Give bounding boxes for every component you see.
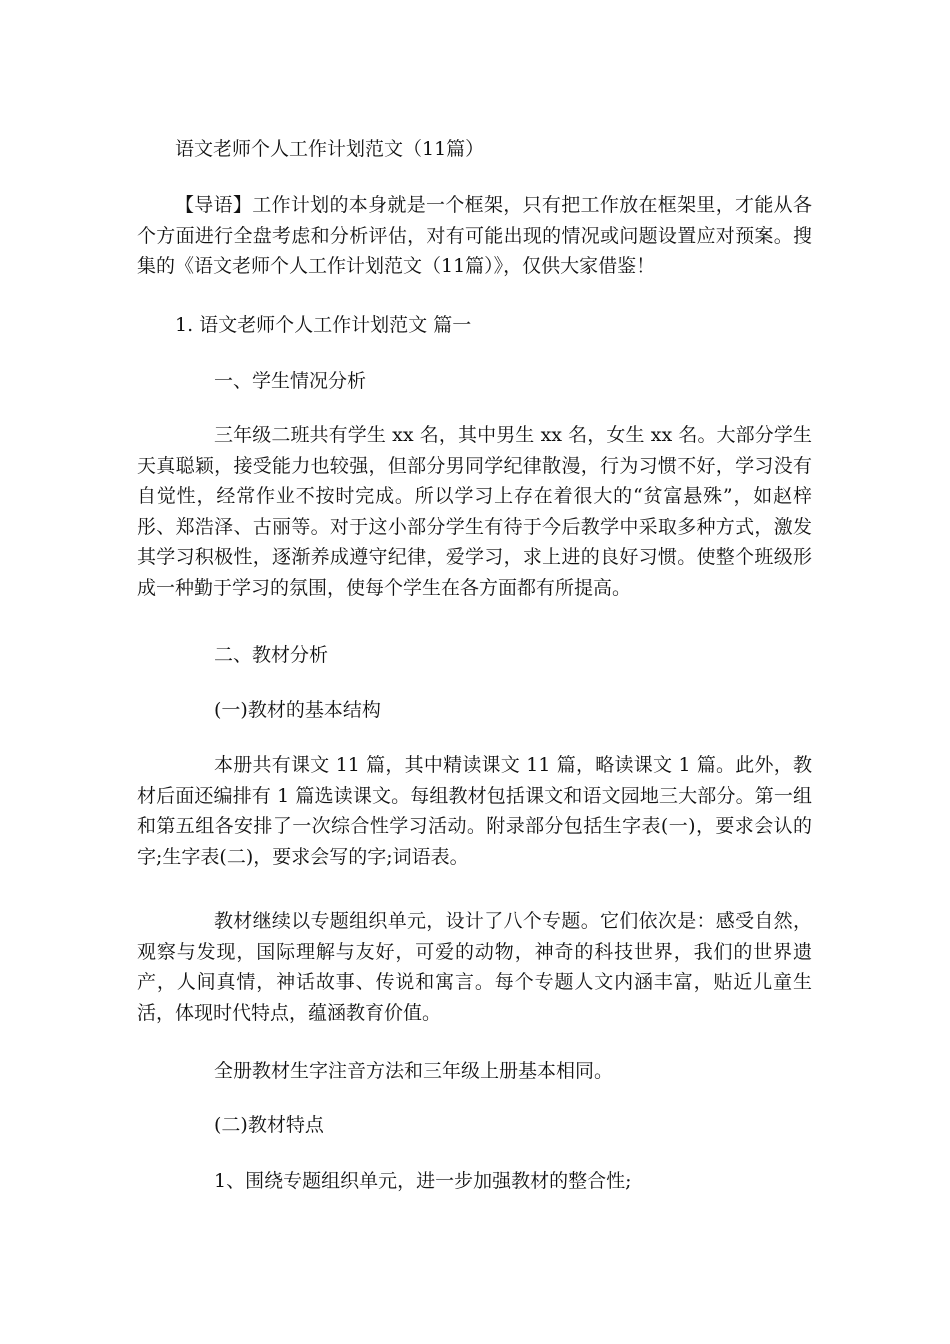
subsection1-paragraph3: 全册教材生字注音方法和三年级上册基本相同。 xyxy=(214,1060,614,1082)
subsection2-heading: (二)教材特点 xyxy=(214,1114,324,1136)
intro-paragraph: 【导语】工作计划的本身就是一个框架，只有把工作放在框架里，才能从各个方面进行全盘考虑和分析评估，对有可能出现的情况或问题设置应对预案。搜集的《语文老师个人工作计划范文（11篇）》，仅供大家借鉴！ xyxy=(137,194,812,277)
subsection1-paragraph2: 教材继续以专题组织单元，设计了八个专题。它们依次是：感受自然，观察与发现，国际理解与友好，可爱的动物，神奇的科技世界，我们的世界遗产，人间真情，神话故事、传说和寓言。每个专题人文内涵丰富，贴近儿童生活，体现时代特点，蕴涵教育价值。 xyxy=(137,910,812,1024)
section2-heading: 二、教材分析 xyxy=(214,644,329,666)
subsection1-paragraph1: 本册共有课文 11 篇，其中精读课文 11 篇，略读课文 1 篇。此外，教材后面还编排有 1 篇选读课文。每组教材包括课文和语文园地三大部分。第一组和第五组各安排了一次综合性学习活动。附录部分包括生字表(一)，要求会认的字;生字表(二)，要求会写的字;词语表。 xyxy=(137,754,812,868)
subsection2-item1: 1、围绕专题组织单元，进一步加强教材的整合性; xyxy=(214,1170,632,1192)
article-heading: 1. 语文老师个人工作计划范文 篇一 xyxy=(175,314,472,336)
section1-body: 三年级二班共有学生 xx 名，其中男生 xx 名，女生 xx 名。大部分学生天真聪颖，接受能力也较强，但部分男同学纪律散漫，行为习惯不好，学习没有自觉性，经常作业不按时完成。所以学习上存在着很大的“贫富悬殊”，如赵梓彤、郑浩泽、古丽等。对于这小部分学生有待于今后教学中采取多种方式，激发其学习积极性，逐渐养成遵守纪律，爱学习，求上进的良好习惯。使整个班级形成一种勤于学习的氛围，使每个学生在各方面都有所提高。 xyxy=(137,424,812,599)
section1-heading: 一、学生情况分析 xyxy=(214,370,367,392)
document-title: 语文老师个人工作计划范文（11篇） xyxy=(175,138,485,160)
subsection1-heading: (一)教材的基本结构 xyxy=(214,699,381,721)
